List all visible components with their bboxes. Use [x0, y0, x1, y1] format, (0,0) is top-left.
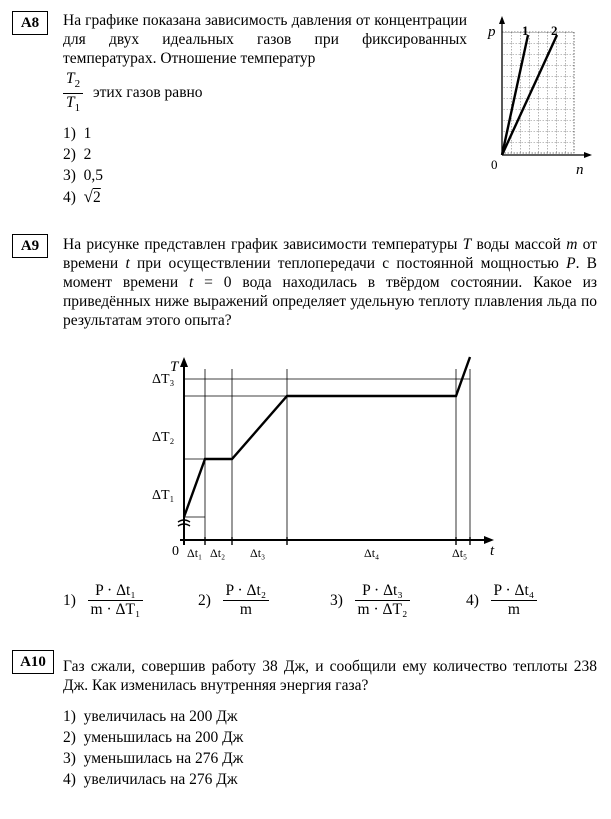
- option-a8-4[interactable]: 4) √2: [63, 187, 101, 206]
- question-label-a8: A8: [12, 11, 48, 35]
- option-a9-3[interactable]: 3) $\frac{\text{P · Δt₃}}{\text{m · ΔT₂}}$: [330, 582, 410, 619]
- x-label-dt3: Δt₃: [250, 546, 266, 560]
- x-axis-label: n: [576, 162, 584, 178]
- y-label-dT1: ΔT₁: [152, 488, 175, 503]
- x-label-dt2: Δt₂: [210, 546, 226, 560]
- y-axis-label: p: [488, 24, 496, 40]
- y-axis-arrow: [499, 16, 505, 24]
- question-text-a9: На рисунке представлен график зависимости температуры T воды массой m от времени t при осуществлении теплопередачи с постоянной мощностью P. В момент времени t = 0 вода находилась в твёрдом состоянии. Какое из приведённых ниже выражений определяет удельную теплоту плавления льда по результатам этого опыта?: [63, 236, 598, 329]
- option-a8-2[interactable]: 2) 2: [63, 146, 92, 163]
- y-label-dT3: ΔT₃: [152, 372, 175, 387]
- option-a9-1[interactable]: 1) $\frac{\text{P · Δt₁}}{\text{m · ΔT₁}}$: [63, 582, 143, 619]
- option-a8-1[interactable]: 1) 1: [63, 125, 92, 142]
- x-axis-arrow: [584, 152, 592, 158]
- y-axis-label: T: [170, 359, 179, 375]
- line1-label: 1: [522, 23, 529, 38]
- radical-sign: √: [83, 187, 94, 206]
- pressure-concentration-graph: [484, 14, 594, 184]
- option-a9-2[interactable]: 2) $\frac{\text{P · Δt₂}}{m}$: [198, 582, 269, 619]
- option-a10-3[interactable]: 3) уменьшилась на 276 Дж: [63, 750, 244, 767]
- x-axis-label: t: [490, 543, 495, 559]
- line2-label: 2: [551, 23, 558, 38]
- graph-grid: [502, 32, 574, 153]
- ratio-fraction: $\frac{T_2}{T_1}$: [63, 70, 83, 117]
- question-text-a8: На графике показана зависимость давления от концентрации для двух идеальных газов при фиксированных температурах. Отношение температур: [63, 12, 467, 67]
- question-label-a10: A10: [12, 650, 54, 674]
- x-label-dt5: Δt₅: [452, 546, 468, 560]
- origin-label: 0: [172, 544, 179, 559]
- temperature-ratio: [63, 70, 203, 117]
- option-a10-2[interactable]: 2) уменьшилась на 200 Дж: [63, 729, 244, 746]
- option-a10-1[interactable]: 1) увеличилась на 200 Дж: [63, 708, 238, 725]
- origin-label: 0: [491, 157, 498, 172]
- question-text-a10: Газ сжали, совершив работу 38 Дж, и сообщили ему количество теплоты 238 Дж. Как изменилась внутренняя энергия газа?: [63, 658, 597, 694]
- x-label-dt4: Δt₄: [364, 546, 380, 560]
- temperature-time-graph: [150, 355, 500, 570]
- question-label-a9: A9: [12, 234, 48, 258]
- y-label-dT2: ΔT₂: [152, 430, 175, 445]
- text-after-ratio: этих газов равно: [93, 84, 203, 102]
- option-a10-4[interactable]: 4) увеличилась на 276 Дж: [63, 771, 238, 788]
- x-label-dt1: Δt₁: [187, 546, 203, 560]
- option-a8-3[interactable]: 3) 0,5: [63, 167, 104, 184]
- option-a9-4[interactable]: 4) $\frac{\text{P · Δt₄}}{m}$: [466, 582, 537, 619]
- temperature-curve: [184, 357, 470, 517]
- y-axis-arrow: [180, 357, 188, 367]
